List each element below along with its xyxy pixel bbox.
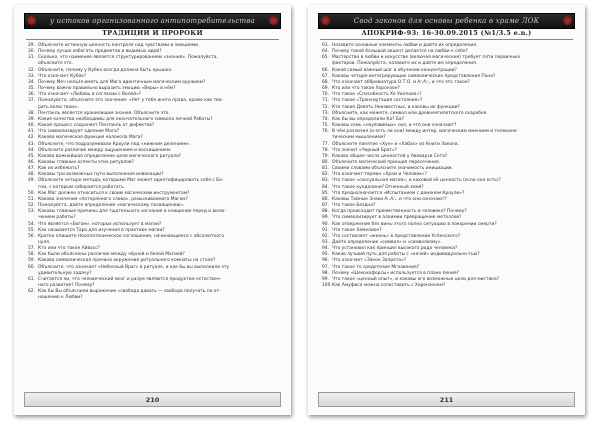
question-number: 86.: [322, 196, 329, 202]
question-text: Какова магическая функция колокола Мага?: [38, 135, 143, 141]
section-title: АПОКРИФ-93: 16-30.09.2015 (№1/3.5 e.n.): [320, 29, 573, 40]
question-text: удивительную задачу?: [38, 270, 92, 276]
question-text: Дайте определение «символ» и «символизму».: [332, 240, 442, 245]
question-number: 47.: [28, 166, 35, 172]
question-number: 48.: [28, 172, 35, 178]
question-text: Объясните, как можете, символ или древнеегипетского скарабея.: [332, 110, 488, 116]
question-text: Что такое то средоточие Мгновения?: [332, 264, 420, 270]
question-number: 73.: [322, 110, 329, 116]
question-text: Какова важнейшая определение цели магического ритуала?: [38, 153, 181, 159]
question-number: 89.: [322, 215, 329, 221]
question-text: Сколько, что наименее является структурированием «знания». Пожалуйста,: [38, 55, 218, 61]
question-number: 90.: [322, 221, 329, 227]
question-number: 33.: [28, 73, 35, 79]
question-number: 82.: [322, 172, 329, 178]
question-text: Каковы семь «неуязвимых» сил, и что они означают?: [332, 123, 457, 129]
question-number: 79.: [322, 153, 329, 159]
ornament-icon: [269, 16, 278, 25]
question-text: Как были объяснены различие между чёрной и белой Магией?: [38, 252, 185, 258]
question-number: 97.: [322, 264, 329, 270]
question-text: Каковы главные причины для тщательного изгнания и очищения перед и вклю-: [38, 209, 226, 215]
question-number: 59.: [28, 258, 35, 264]
question-text: Как бы Вы объяснили выражение «свобода давать — свобода получать по от-: [38, 289, 221, 295]
question-number: 61.: [28, 276, 35, 282]
question-text: Как Амуфиса можно сопоставить с Хоронзоном?: [332, 283, 446, 289]
right-page: [308, 5, 585, 415]
question-text: Как отвержение без вины этого полно ситуацию в покорении смерти?: [332, 221, 497, 227]
question-text: Что такое «ценный опыт», и каковы его возможные цели для мистика?: [332, 276, 499, 282]
question-number: 98.: [322, 270, 329, 276]
question-text: Кто или что такое Айвасс?: [38, 246, 100, 252]
page-footer: [24, 392, 281, 407]
question-number: 69.: [322, 86, 329, 92]
question-number: 60.: [28, 264, 35, 270]
question-number: [28, 295, 38, 301]
question-text: Что означает Кубок?: [38, 73, 87, 79]
question-number: 58.: [28, 252, 35, 258]
question-text: Когда происходит преемственность в человеке? Почему?: [332, 209, 467, 215]
question-number: 81.: [322, 166, 329, 172]
running-header: [24, 13, 281, 29]
question-number: 37.: [28, 98, 35, 104]
question-text: Почему такой большой акцент делается на любви к себе?: [332, 49, 468, 55]
question-text: Каковы три возможных пути выполнения инвокации?: [38, 172, 164, 178]
question-text: Объясните четыре метода, которыми Маг может идентифицировать себя с Бо-: [38, 178, 224, 184]
question-number: 80.: [322, 159, 329, 165]
question-text: гом, с которым собирается работать.: [38, 184, 125, 190]
question-number: 43.: [28, 141, 35, 147]
question-number: 32.: [28, 67, 35, 73]
question-number: 83.: [322, 178, 329, 184]
ornament-icon: [27, 16, 36, 25]
question-number: 34.: [28, 79, 35, 85]
question-text: Что символизирует одеяние Мага?: [38, 129, 120, 135]
question-number: 62.: [28, 289, 35, 295]
question-number: 93.: [322, 240, 329, 245]
question-text: факторов. Пожалуйста, назовите их и дайте им определения.: [332, 61, 478, 67]
question-number: 63.: [322, 43, 329, 48]
question-text: Почему лучше избегать предметов и видимых идей?: [38, 49, 162, 55]
question-text: тическим мышлением?: [332, 135, 386, 141]
question-number: 45.: [28, 153, 35, 159]
question-text: Мастерство в любви и искусстве (включая магические) требует пяти первичных: [332, 55, 521, 61]
question-text: Что символизирует в алхимии превращение металлов?: [332, 215, 462, 221]
question-text: Пентакль является хранилищем знания. Объясните это.: [38, 110, 170, 116]
question-number: 50.: [28, 190, 35, 196]
question-text: Объясните, почему у Кубка всегда должна быть крышка.: [38, 67, 173, 73]
question-text: Что такое кундалини? Огненный змей?: [332, 184, 424, 190]
question-text: Как Маг должен относиться к своим магическим инструментам?: [38, 190, 190, 196]
question-text: Каковы четыре интегрирующих символических представления Пана?: [332, 73, 496, 79]
question-number: 31.: [28, 55, 35, 61]
question-number: 99.: [322, 276, 329, 282]
page-number: 210: [145, 395, 160, 404]
question-number: 44.: [28, 147, 35, 153]
question-text: Что предназначается «Испытанием с демоном Кроули»?: [332, 190, 465, 196]
question-list: [322, 43, 575, 385]
question-number: 77.: [322, 141, 329, 147]
question-text: Какова символическая причина окружения ритуального комнаты на столе?: [38, 258, 216, 264]
question-text: Что такое «Способность Хе Уиллоиа»?: [332, 92, 422, 98]
page-footer: [318, 392, 575, 407]
question-number: 71.: [322, 98, 329, 104]
question-text: Как бы вы определили Ка? Ба?: [332, 116, 404, 122]
question-text: Что означает термин «Храм и Человек»?: [332, 172, 427, 178]
question-number: 72.: [322, 104, 329, 110]
question-text: Своими словами объясните значимость инициации.: [332, 166, 453, 172]
question-text: Что составляет «жизнь» в представлении Успенского?: [332, 233, 461, 239]
running-header-text: у истоков организованного антипотребительства: [49, 17, 256, 25]
question-number: 39.: [28, 116, 35, 122]
question-text: Каково общее число ценностей у Авеварзи Сета?: [332, 153, 448, 159]
question-text: Каковы главные аспекты этих ритуалов?: [38, 159, 134, 165]
question-text: Что означает «Любовь в согласии с Волей»?: [38, 92, 142, 98]
question-text: Какие качества необходимы для окончательного символа личной Работы?: [38, 116, 213, 122]
question-text: Почему Меч нельзя иметь для Мага идентичным магическим оружием?: [38, 79, 206, 85]
question-text: Что такое Хамелион?: [332, 227, 382, 233]
question-text: Объясните, что означает «Небесный Враг» в ритуале, и как бы вы выполнили эту: [38, 264, 230, 270]
question-text: Что установил как принцип высокого рода человека?: [332, 246, 458, 252]
question-text: ношению к Любви?: [38, 295, 83, 301]
question-number: 66.: [322, 67, 329, 73]
question-text: Назовите основные элементы любви и дайте их определения.: [332, 43, 478, 48]
question-number: 35.: [28, 86, 35, 92]
question-text: Что означает «Закон Запрета»?: [332, 258, 407, 264]
question-text: Какой процесс сохраняет Пентакль от дефектов?: [38, 123, 155, 129]
question-text: Как их избежать?: [38, 166, 80, 172]
question-text: чением работы?: [38, 215, 76, 221]
question-text: Объясните различие между ощущением и восхищением.: [38, 147, 172, 153]
question-text: ного развития? Почему?: [38, 283, 95, 289]
question-number: 92.: [322, 233, 329, 239]
question-number: 64.: [322, 49, 329, 55]
question-number: 49.: [28, 178, 35, 184]
question-number: 78.: [322, 147, 329, 153]
question-text: Что значит «Черный Брат»?: [332, 147, 397, 153]
ornament-icon: [563, 16, 572, 25]
question-number: 100.: [322, 283, 332, 289]
question-text: Объясните понятие «Хун» и «Хабах» из Книги Закона.: [332, 141, 460, 147]
question-number: 75.: [322, 123, 329, 129]
question-number: 36.: [28, 92, 35, 98]
question-number: 94.: [322, 246, 329, 252]
question-text: Что означает аббревиатура О.Т.О. и А∴А∴, и что это такое?: [332, 79, 470, 85]
question-text: Каков лучший путь для работы с «кочей» индивидуально-тью?: [332, 252, 480, 258]
question-text: Что является «Богом», которых использует в магии?: [38, 221, 162, 227]
question-item: [28, 295, 281, 301]
question-text: Кто такие Девять Неизвестных, и каковы их функции?: [332, 104, 460, 110]
question-number: 51.: [28, 196, 35, 202]
question-text: Что такое Бездна?: [332, 203, 376, 209]
question-text: В чём различия (и есть ли они) между интер, магическим мнением и телекине-: [332, 129, 518, 135]
question-text: нуля.: [38, 240, 51, 245]
question-number: 74.: [322, 116, 329, 122]
question-number: 55.: [28, 227, 35, 233]
question-item: [322, 283, 575, 289]
question-number: 84.: [322, 184, 329, 190]
question-number: 88.: [322, 209, 329, 215]
running-header: [318, 13, 575, 29]
question-text: Как называется Таро для изучения в практике магии?: [38, 227, 165, 233]
section-title: ТРАДИЦИИ И ПРОРОКИ: [26, 29, 279, 40]
question-number: 40.: [28, 123, 35, 129]
question-number: 29.: [28, 43, 35, 48]
question-number: 91.: [322, 227, 329, 233]
question-number: 57.: [28, 246, 35, 252]
question-number: 30.: [28, 49, 35, 55]
question-number: 38.: [28, 110, 35, 116]
question-number: 46.: [28, 159, 35, 165]
question-text: Объясните, что подразумевали Кроули под «нижним делением».: [38, 141, 191, 147]
question-number: 65.: [322, 55, 329, 61]
question-number: 53.: [28, 209, 35, 215]
question-number: 56.: [28, 233, 35, 239]
running-header-text: Свод законов для основы ребенка в храме ЛОК: [353, 17, 540, 25]
question-number: 85.: [322, 190, 329, 196]
question-text: Что такое «сексуальная магия», и каковой её ценность (если она есть)?: [332, 178, 501, 184]
question-text: Почему важно правильно выразить эмоцию «Веры» в нём?: [38, 86, 176, 92]
ornament-icon: [321, 16, 330, 25]
question-number: 52.: [28, 203, 35, 209]
question-text: Что такое «Трансмутация состояния»?: [332, 98, 423, 104]
question-list: [28, 43, 281, 385]
question-number: 76.: [322, 129, 329, 135]
question-text: рить волю твою».: [38, 104, 79, 110]
question-number: 42.: [28, 135, 35, 141]
question-text: Объясните истинную ценность контроля над чувствами и эмоциями.: [38, 43, 200, 48]
question-text: Пожалуйста, объясните это значение: «Нет у тебя иного права, кроме как тво-: [38, 98, 224, 104]
question-number: 41.: [28, 129, 35, 135]
question-number: 68.: [322, 79, 329, 85]
page-number: 211: [439, 395, 454, 404]
question-number: 67.: [322, 73, 329, 79]
question-text: Объясните магический принцип пересечения.: [332, 159, 441, 165]
question-text: Почему «Шехохофорсы» используется в плане пения?: [332, 270, 459, 276]
question-text: Каково значение «потерянного слова», разыскиваемого Магом?: [38, 196, 188, 202]
question-number: 87.: [322, 203, 329, 209]
question-number: 70.: [322, 92, 329, 98]
question-text: объясните это.: [38, 61, 73, 67]
question-number: 96.: [322, 258, 329, 264]
question-text: Кто или что такое Хоронзон?: [332, 86, 400, 92]
question-text: Кратко опишите Неоплатоническое соглашение, начинающееся с абсолютного: [38, 233, 225, 239]
question-number: 95.: [322, 252, 329, 258]
question-text: Какой самый важный шаг в обучении концентрации?: [332, 67, 457, 73]
question-number: 54.: [28, 221, 35, 227]
question-text: Пожалуйста, дайте определение «магическому посвящению».: [38, 203, 185, 209]
question-text: Считается ли, что человеческий мозг и разум являются продуктом естествен-: [38, 276, 222, 282]
left-page: [14, 5, 291, 415]
question-text: Каковы Тайные Знаки А∴А∴, и что они означают?: [332, 196, 447, 202]
